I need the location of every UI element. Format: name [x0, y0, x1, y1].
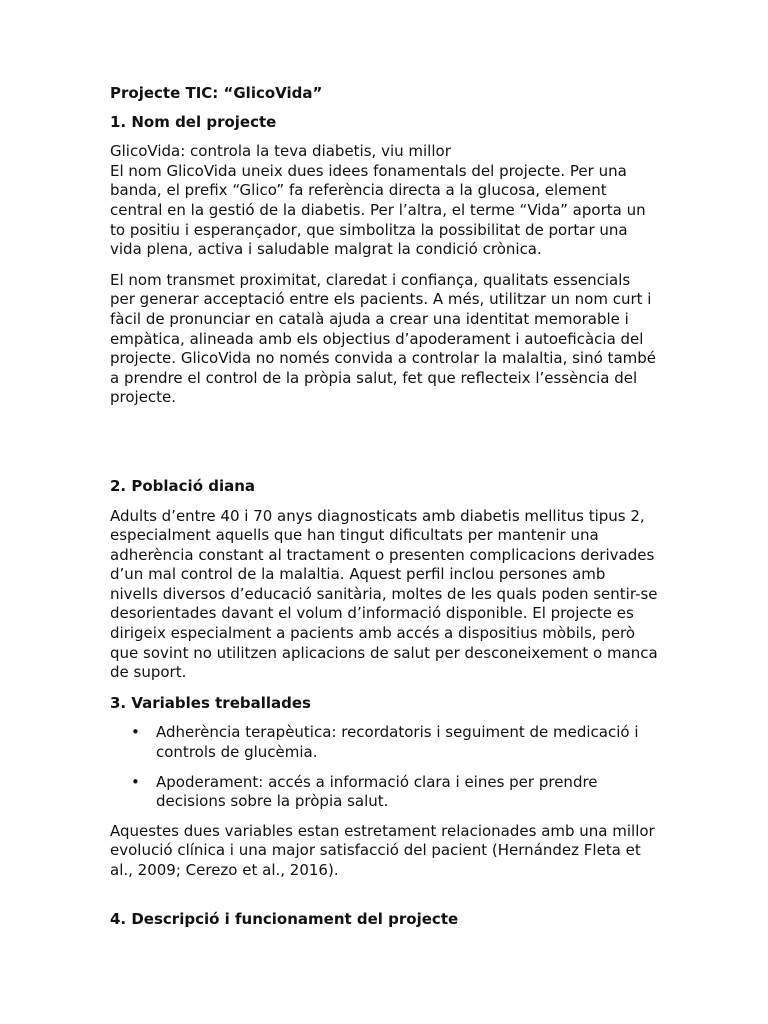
bullet-item: [110, 773, 658, 812]
section1-paragraph1: El nom GlicoVida uneix dues idees fonamentals del projecte. Per una banda, el prefix “Glico” fa referència directa a la glucosa, element central en la gestió de la diabetis. Per l’altra, el terme “Vida” aporta un to positiu i esperançador, que simbolitza la possibilitat de portar una vida plena, activa i saludable malgrat la condició crònica.: [110, 161, 646, 259]
section2-paragraph: Adults d’entre 40 i 70 anys diagnosticats amb diabetis mellitus tipus 2, especialment aquells que han tingut dificultats per mantenir una adherència constant al tractament o presenten complicacions derivades d’un mal control de la malaltia. Aquest perfil inclou persones amb nivells diversos d’educació sanitària, moltes de les quals poden sentir-se desorientades davant el volum d’informació disponible. El projecte es dirigeix especialment a pacients amb accés a dispositius mòbils, però que sovint no utilitzen aplicacions de salut per desconeixement o manca de suport.: [110, 506, 658, 682]
document-title: Projecte TIC: “GlicoVida”: [110, 84, 323, 102]
section1-heading: 1. Nom del projecte: [110, 112, 277, 131]
section3-bullet-list: [110, 723, 658, 811]
section4-heading: 4. Descripció i funcionament del projecte: [110, 909, 459, 928]
bullet-dot-icon: •: [131, 723, 140, 742]
section1-tagline: GlicoVida: controla la teva diabetis, viu millor: [110, 142, 451, 161]
bullet-text: Adherència terapèutica: recordatoris i seguiment de medicació i controls de glucèmia.: [156, 723, 639, 762]
bullet-dot-icon: •: [131, 772, 140, 791]
section1-paragraph2: El nom transmet proximitat, claredat i confiança, qualitats essencials per generar acceptació entre els pacients. A més, utilitzar un nom curt i fàcil de pronunciar en català ajuda a crear una identitat memorable i empàtica, alineada amb els objectius d’apoderament i autoeficàcia del projecte. GlicoVida no només convida a controlar la malaltia, sinó també a prendre el control de la pròpia salut, fet que reflecteix l’essència del projecte.: [110, 270, 656, 407]
bullet-item: [110, 723, 658, 762]
section3-paragraph: Aquestes dues variables estan estretament relacionades amb una millor evolució clínica i una major satisfacció del pacient (Hernández Fleta et al., 2009; Cerezo et al., 2016).: [110, 821, 655, 879]
section2-heading: 2. Població diana: [110, 476, 256, 495]
section3-heading: 3. Variables treballades: [110, 693, 311, 712]
bullet-text: Apoderament: accés a informació clara i eines per prendre decisions sobre la pròpia salut.: [156, 772, 598, 811]
